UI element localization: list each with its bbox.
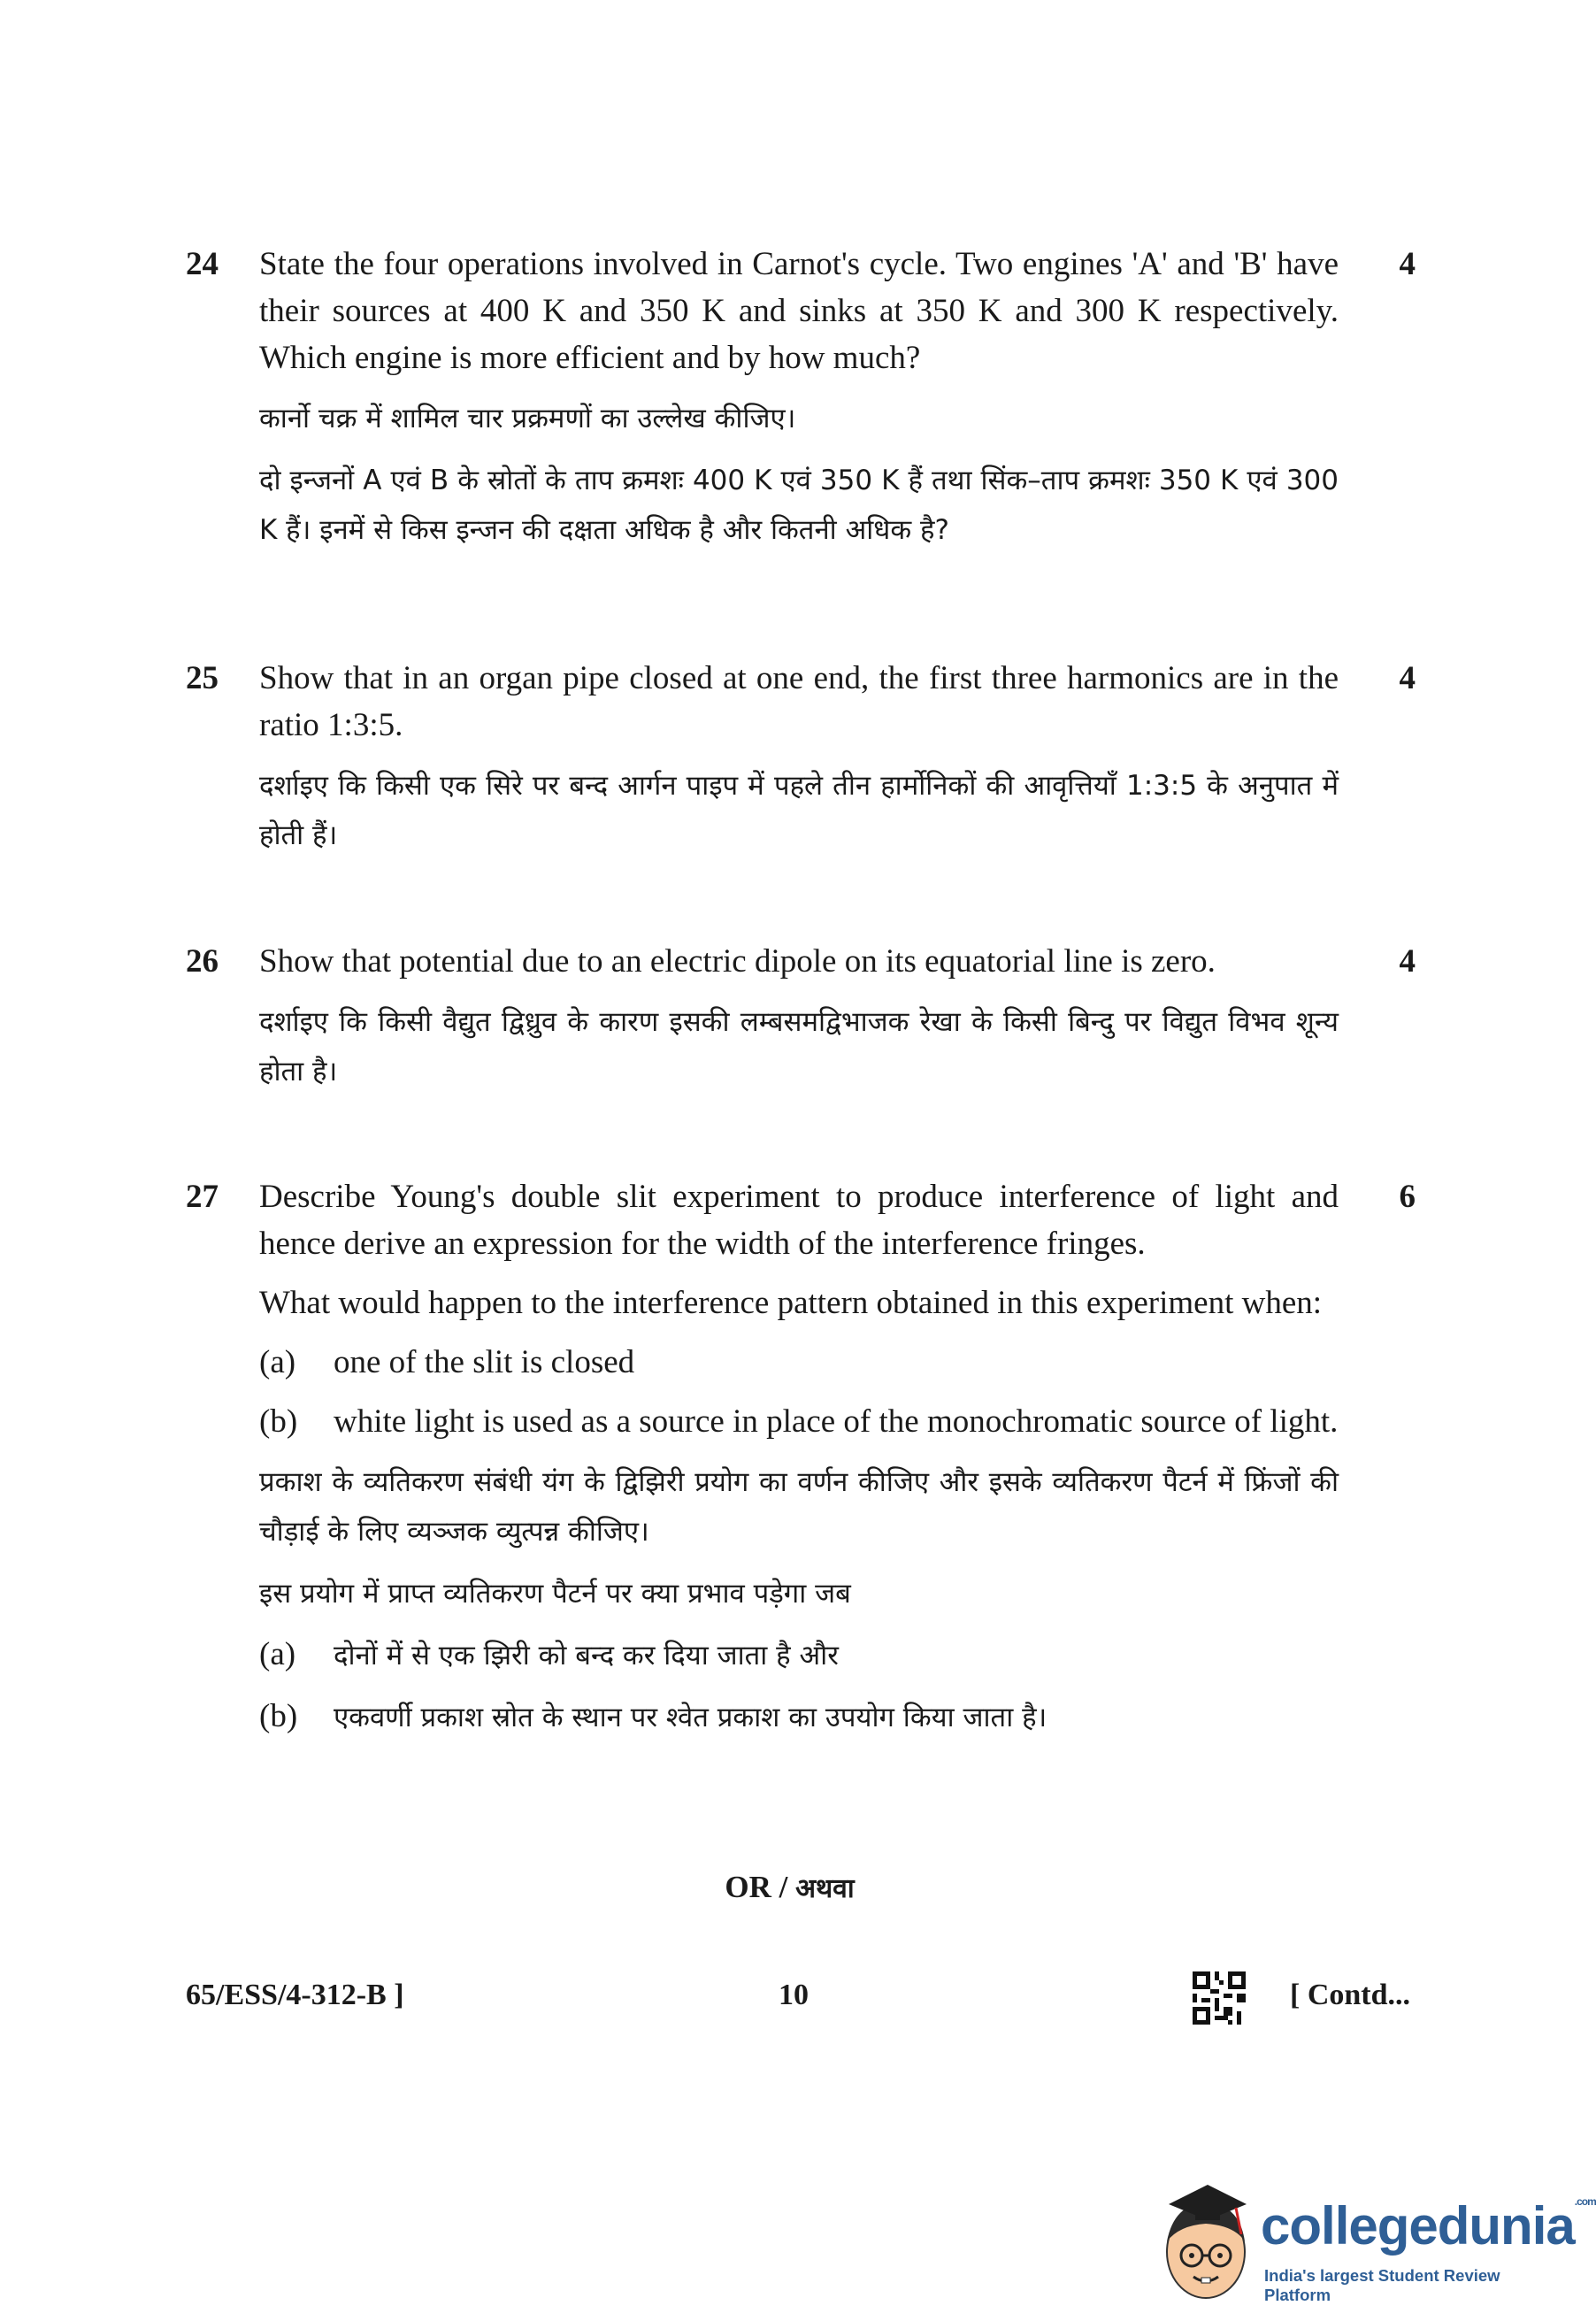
sub-question-text: white light is used as a source in place of the monochromatic source of light. [334,1403,1339,1440]
collegedunia-logo [1155,2172,1596,2314]
question-text-english: Show that potential due to an electric dipole on its equatorial line is zero. [259,943,1216,980]
sub-question-a-hindi [259,1631,1339,1680]
question-text-hindi: कार्नो चक्र में शामिल चार प्रक्रमणों का उल्लेख कीजिए। [259,403,796,434]
question-text-hindi: दर्शाइए कि किसी वैद्युत द्विध्रुव के कारण इसकी लम्बसमद्विभाजक रेखा के किसी बिन्दु पर विद्युत विभव शून्य होता है। [259,1006,1339,1087]
brand-name [1261,2195,1596,2256]
brand-tagline: India's largest Student Review Platform [1264,2266,1500,2304]
question-text-english: State the four operations involved in Carnot's cycle. Two engines 'A' and 'B' have their sources at 400 K and 350 K and sinks at 350 K and 300 K respectively. Which engine is more efficient and by how much? [259,246,1339,376]
question-27 [186,1173,1416,1755]
question-text-hindi: दो इन्जनों A एवं B के स्रोतों के ताप क्रमशः 400 K एवं 350 K हैं तथा सिंक–ताप क्रमशः 350 K एवं 300 K हैं। इनमें से किस इन्जन की दक्षता अधिक है और कितनी अधिक है? [259,465,1339,546]
question-text-english: What would happen to the interference pattern obtained in this experiment when: [259,1285,1323,1321]
student-mascot-icon [1155,2172,1261,2314]
question-marks: 4 [1399,660,1416,696]
sub-question-a [259,1339,1339,1386]
question-number: 27 [186,1179,219,1215]
question-text-english: Describe Young's double slit experiment to produce interference of light and hence derive an expression for the width of the interference fringes. [259,1179,1339,1262]
or-divider [0,1865,1579,1911]
sub-question-label: (a) [259,1636,296,1672]
paper-code: 65/ESS/4-312-B ] [186,1979,404,2011]
continued-label: [ Contd... [1290,1979,1411,2011]
brand-suffix: .com [1574,2195,1596,2208]
question-text-hindi: इस प्रयोग में प्राप्त व्यतिकरण पैटर्न पर क्या प्रभाव पड़ेगा जब [259,1578,851,1610]
or-hindi: अथवा [795,1873,855,1904]
sub-question-label: (b) [259,1698,298,1734]
question-26 [186,938,1416,1109]
sub-question-b [259,1398,1339,1445]
qr-code-icon [1193,1971,1246,2025]
sub-question-text: एकवर्णी प्रकाश स्रोत के स्थान पर श्वेत प्रकाश का उपयोग किया जाता है। [334,1702,1047,1733]
or-english: OR [725,1870,771,1904]
question-marks: 6 [1399,1179,1416,1215]
sub-question-text: one of the slit is closed [334,1344,635,1380]
question-25 [186,655,1416,872]
question-text-hindi: दर्शाइए कि किसी एक सिरे पर बन्द आर्गन पाइप में पहले तीन हार्मोनिकों की आवृत्तियाँ 1:3:5 के अनुपात में होती हैं। [259,770,1339,851]
sub-question-text: दोनों में से एक झिरी को बन्द कर दिया जाता है और [334,1640,839,1672]
question-text-english: Show that in an organ pipe closed at one end, the first three harmonics are in the ratio 1:3:5. [259,660,1339,743]
or-separator: / [771,1870,796,1904]
sub-question-b-hindi [259,1693,1339,1742]
question-marks: 4 [1399,246,1416,282]
sub-question-label: (a) [259,1344,296,1380]
question-number: 24 [186,246,219,282]
question-number: 26 [186,943,219,980]
question-number: 25 [186,660,219,696]
question-marks: 4 [1399,943,1416,980]
page-number: 10 [779,1979,809,2011]
brand-name-text: collegedunia [1261,2196,1575,2256]
question-text-hindi: प्रकाश के व्यतिकरण संबंधी यंग के द्विझिरी प्रयोग का वर्णन कीजिए और इसके व्यतिकरण पैटर्न में फ्रिंजों की चौड़ाई के लिए व्यञ्जक व्युत्पन्न कीजिए। [259,1466,1339,1548]
sub-question-label: (b) [259,1403,298,1440]
question-24 [186,241,1416,567]
